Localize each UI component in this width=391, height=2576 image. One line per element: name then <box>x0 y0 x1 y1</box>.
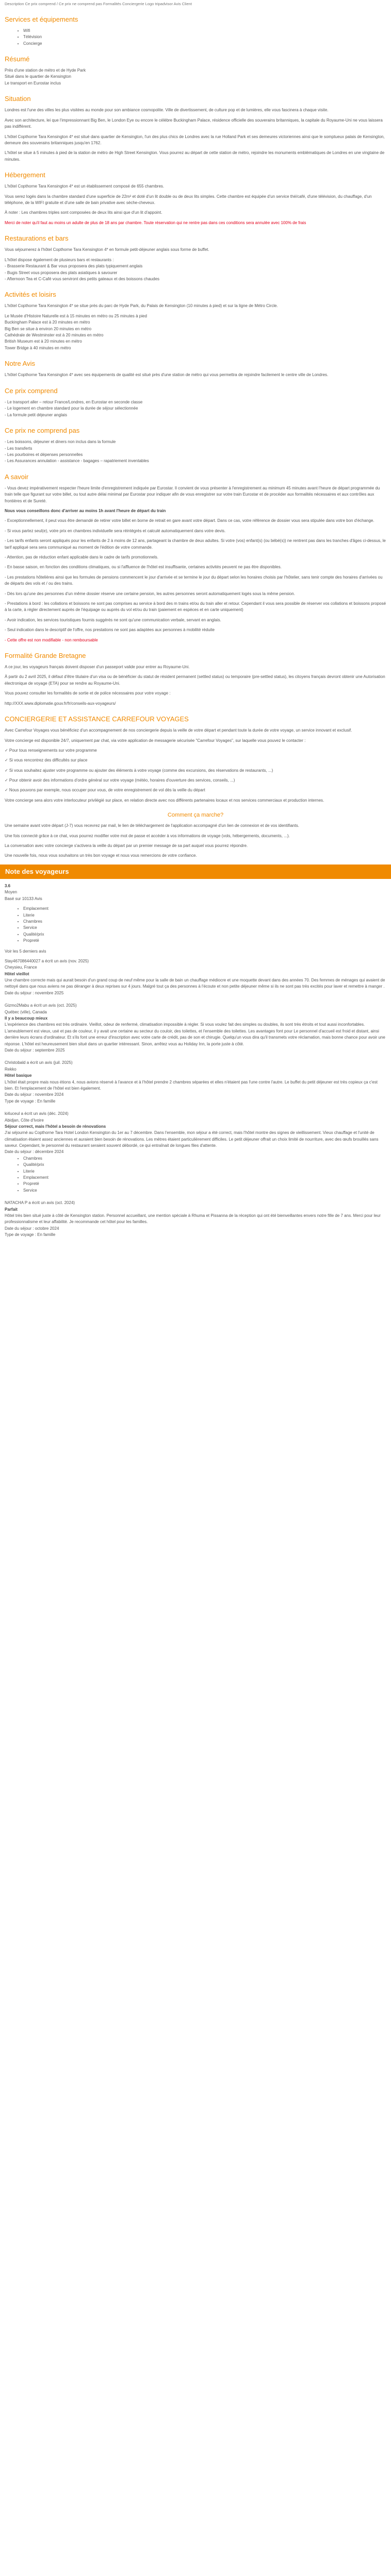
review-item <box>5 1060 386 1105</box>
situation-p1: Londres est l'une des villes les plus visitées au monde pour son ambiance cosmopolite. Ville de divertissement, de culture pop et de lumières, elle vous fascinera à chaque visite. <box>5 108 329 113</box>
restaurant-line: - Afternoon Tea et C-Café vous serviront des petits gateaux et des boissons chaudes <box>5 276 160 281</box>
rating-based: Basé sur 10133 Avis <box>5 896 42 901</box>
conciergerie-p3: ✓ Pour tous renseignements sur votre programme <box>5 748 97 753</box>
resume-title: Résumé <box>5 55 30 63</box>
savoir-p10: - Prestations à bord : les collations et boissons ne sont pas comprises au service à bord des m trains et/ou du train aller et retour. Cependant il vous sera possible de réserver vos collations et boissons proposé à la carte, à régler directement auprès de l'équipage ou auprès du vol et/ou du train (paiement en espèces et en carte uniquement) <box>5 601 386 613</box>
list-item: • Télévision <box>23 34 386 40</box>
review-location: Rekko <box>5 1066 17 1072</box>
review-date: Date du séjour : novembre 2024 <box>5 1092 64 1097</box>
resume-line: Près d'une station de métro et de Hyde Park <box>5 68 86 73</box>
savoir-p5: - Les tarifs enfants seront appliqués pour les enfants de 2 à moins de 12 ans, partageant la chambre de deux adultes. Si votre (vos) enfant(s) (ou bébé(s)) ne rentrent pas dans les tranches d'âges ci-dessus, le tarif appliqué sera sera communiqué au moment de l'édition de votre commande. <box>5 538 386 550</box>
activites-title: Activités et loisirs <box>5 291 56 299</box>
savoir-p7: - En basse saison, en fonction des conditions climatiques, ou si l'affluence de l'hôtel est insuffisante, certaines activités peuvent ne pas être disponibles. <box>5 565 282 570</box>
list-item: • Wifi <box>23 28 386 34</box>
criteria-item: • Service <box>23 925 386 931</box>
hebergement-p3: À noter : Les chambres triples sont composées de deux lits ainsi que d'un lit d'appoint. <box>5 210 162 215</box>
formalite-p3: Vous pouvez consulter les formalités de sortie et de police nécessaires pour votre voyage : <box>5 691 171 696</box>
criteria-item: • Emplacement <box>23 906 386 912</box>
review-title: Hôtel basique <box>5 1073 32 1078</box>
situation-title: Situation <box>5 95 31 103</box>
notes-bar: Note des voyageurs <box>0 865 391 879</box>
services-list <box>5 28 386 47</box>
intro-text: Description Ce prix comprend / Ce prix ne comprend pas Formalités Conciergerie Logo tripadvisor Avis Client <box>5 2 192 6</box>
review-date: Date du séjour : novembre 2025 <box>5 990 64 995</box>
savoir-p8: - Les prestations hôtelières ainsi que les formules de pensions commencent le jour d'arrivée et se termine le jour du départ selon les horaires choisis par l'hôtelier, sans tenir compte des horaires d'arrivées ou de départs des vols et / ou des trains. <box>5 574 383 586</box>
comment-title: Comment ça marche? <box>167 812 224 819</box>
review-author: ki4uceul a écrit un avis (déc. 2024) <box>5 1111 69 1116</box>
review-criteria-item: • Chambres <box>23 1156 386 1162</box>
conciergerie-p2: Votre concierge est disponible 24/7, uniquement par chat, via votre application de messagerie sécurisée "Carrefour Voyages", sur laquelle vous pouvez le contacter : <box>5 738 306 743</box>
review-location: Québec (ville), Canada <box>5 1009 47 1014</box>
review-date: Date du séjour : septembre 2025 <box>5 1048 65 1053</box>
restaurations-p2: L'hôtel dispose également de plusieurs bars et restaurants : <box>5 257 114 262</box>
review-location: Abidjan, Côte d'Ivoire <box>5 1117 44 1123</box>
situation-p3: L'hôtel Copthorne Tara Kensington 4* est situé dans quartier de Kensington, l'un des plus chics de Londres avec la rue Holland Park et ses demeures victoriennes ainsi que le somptueux palais de Kensington, demeure des souverains britanniques jusqu'en 1762. <box>5 134 385 145</box>
review-item <box>5 1200 386 1238</box>
activite-line: Le Musée d'Histoire Naturelle est à 15 minutes en métro ou 25 minutes à pied <box>5 313 147 318</box>
conciergerie-p5: ✓ Si vous souhaitez ajuster votre programme ou ajouter des éléments à votre voyage (comme des excursions, des réservations de restaurants, ...) <box>5 768 273 773</box>
review-item <box>5 1003 386 1054</box>
list-item: • Concierge <box>23 41 386 47</box>
review-text: L'expérience des chambres est très ordinaire. Vieillot, odeur de renfermé, climatisation impossible à régler. Si vous voulez fait des simples ou doubles, ils sont très étroits et tout aussi inconfortables. L'ameublement est vieux, usé et pas de couleur, il y avait une certaine au secteur du couloir, des toilettes, et l'ensemble des toilettes. Les avantages font pour Le personnel d'accueil est froid et distant, ainsi derrière leurs écrans d'ordinateur. Et s'ils font une erreur d'inscription avec votre carte de crédit, pas de son et chirugie. Quelqu'un vous dira qu'il transmets votre réclamation, mais bonne chance pour avoir une réponse. L'hôtel est heureusement bien situé dans un quartier intéressant. Sinon, arrêtez vous au Holiday Inn, la porte juste à côté. <box>5 1022 385 1046</box>
criteria-list <box>5 906 386 944</box>
savoir-p1: - Vous devez impérativement respecter l'heure limite d'enregistrement indiquée par Eurostar. Il convient de vous présenter à l'enregistrement au minimum 45 minutes avant l'heure de départ programmée du train telle que figurant sur votre billet, ou tout autre délai minimal par Eurostar pour indiquer afin de vous enregistrer sur votre train Eurostar et de procéder aux formalités nécessaires et aux contrôles aux frontières et de Sureté. <box>5 485 380 503</box>
comment-p4: Une nouvelle fois, nous vous souhaitons un très bon voyage et nous vous remercions de votre confiance. <box>5 853 197 858</box>
savoir-p3: - Exceptionnellement, il peut vous être demandé de retirer votre billet en borne de retrait en gare avant votre départ. Dans ce cas, votre référence de dossier vous sera stipulée dans votre bon d'échange. <box>5 518 374 523</box>
savoir-p13: - Cette offre est non modifiable - non remboursable <box>5 637 98 642</box>
review-criteria-list <box>5 1156 386 1194</box>
savoir-p12: - Seul indication dans le descriptif de l'offre, nos prestations ne sont pas adaptées aux personnes à mobilité réduite <box>5 628 215 633</box>
situation-p4: L'hôtel se situe à 5 minutes à pied de la station de métro de High Street Kensington. Vous pourrez au départ de cette station de métro, rejoindre les monuments emblématiques de Londres en une vingtaine de minutes. <box>5 150 385 162</box>
review-author: NATACHA P a écrit un avis (oct. 2024) <box>5 1200 75 1206</box>
formalite-p2: À partir du 2 avril 2025, il défaut d'être titulaire d'un visa ou de bénéficier du statut de résident permanent (settled status) ou temporaire (pre-settled status), les citoyens français devront obtenir une Autorisation électronique de voyage (ETA) pour se rendre au Royaume-Uni. <box>5 674 385 686</box>
conciergerie-p1: Avec Carrefour Voyages vous bénéficiez d'un accompagnement de nos conciergerie depuis la veille de votre départ et pendant toute la durée de votre voyage, un service innovant et exclusif. <box>5 728 352 733</box>
avis-title: Notre Avis <box>5 360 36 368</box>
ne-comprend-line: - Les boissons, déjeuner et diners non inclus dans la formule <box>5 439 116 445</box>
comment-p2: Une fois connecté grâce à ce chat, vous pourrez modifier votre mot de passe et accéder à vos informations de voyage (vols, hébergements, documents, ...). <box>5 833 290 838</box>
ne-comprend-line: - Les pourboires et dépenses personnelles <box>5 452 83 457</box>
services-title: Services et équipements <box>5 15 78 23</box>
activite-line: Buckingham Palace est à 20 minutes en métro <box>5 320 90 325</box>
resume-line: Situé dans le quartier de Kensington <box>5 74 71 79</box>
criteria-item: • Propreté <box>23 938 386 944</box>
savoir-p6: - Attention, pas de réduction enfant applicable dans le cadre de tarifs promotionnels. <box>5 555 158 560</box>
criteria-item: • Chambres <box>23 919 386 925</box>
conciergerie-p7: ✓ Nous pouvons par exemple, nous occuper pour vous, de votre enregistrement de vol dès la veille du départ <box>5 788 205 793</box>
review-type: Type de voyage : En famille <box>5 1232 56 1238</box>
comprend-lines <box>5 399 386 418</box>
conciergerie-title: CONCIERGERIE ET ASSISTANCE CARREFOUR VOYAGES <box>5 715 189 723</box>
formalite-p1: A ce jour, les voyageurs français doivent disposer d'un passeport valide pour entrer au Royaume-Uni. <box>5 665 190 670</box>
page <box>0 1 391 1239</box>
review-text: L'hôtel était propre mais nous étions 4, nous avions réservé à l'avance et à l'hôtel prendre 2 chambres séparées et elles n'étaient pas l'une contre l'autre. Le buffet du petit déjeuner est très copieux ça c'est bien. Et l'emplacement de l'hôtel est bien également. <box>5 1079 378 1091</box>
avis-p1: L'hôtel Copthorne Tara Kensington 4* avec ses équipements de qualité est situé près d'une station de métro qui vous permettra de rejoindre facilement le centre ville de Londres. <box>5 372 329 378</box>
savoir-p11: - Avoir indication, les services touristiques fournis suggérés ne sont qu'une communication verbale, servant en anglais. <box>5 617 221 622</box>
review-criteria-item: • Emplacement <box>23 1175 386 1181</box>
review-item <box>5 1111 386 1194</box>
hebergement-p2: Vous serez logés dans la chambre standard d'une superficie de 22m² et doté d'un lit double ou de deux lits simples. Cette chambre est équipée d'un service thé/café, d'une télévision, du chauffage, d'un téléphone, de la WIFI gratuite et d'une salle de bain privative avec sèche-cheveux. <box>5 194 372 206</box>
savoir-p2: Nous vous conseillons donc d'arriver au moins 1h avant l'heure de départ du train <box>5 509 166 514</box>
review-title: Il y a beaucoup mieux <box>5 1016 48 1021</box>
last-reviews-link[interactable]: Voir les 5 derniers avis <box>5 948 46 954</box>
activite-line: Big Ben se situe à environ 20 minutes en métro <box>5 326 92 331</box>
criteria-item: • Literie <box>23 912 386 919</box>
savoir-p9: - Dès lors qu'une des personnes d'un même dossier réserve une certaine pension, les autres personnes seront automatiquement logés sous la même pension. <box>5 591 295 596</box>
comment-p1: Une semaine avant votre départ (J-7) vous recevrez par mail, le lien de téléchargement de l'application accompagné d'un lien de connexion et de vos identifiants. <box>5 823 299 828</box>
comment-p3: La conversation avec votre concierge s'activera la veille du départ par un premier message de sa part auquel vous pourrez répondre. <box>5 843 248 849</box>
criteria-item: • Qualité/prix <box>23 931 386 938</box>
restaurations-p1: Vous séjournerez à l'hôtel Copthorne Tara Kensington 4* en formule petit-déjeuner anglais sous forme de buffet. <box>5 247 209 252</box>
savoir-title: A savoir <box>5 472 29 481</box>
formalite-link[interactable]: http://XXX.www.diplomatie.gouv.fr/fr/conseils-aux-voyageurs/ <box>5 701 116 706</box>
formalite-title: Formalité Grande Bretagne <box>5 651 86 659</box>
ne-comprend-lines <box>5 439 386 465</box>
hebergement-p1: L'hôtel Copthorne Tara Kensington 4* est un établissement composé de 655 chambres. <box>5 184 165 189</box>
conciergerie-p4: ✓ Si vous rencontrez des difficultés sur place <box>5 758 88 763</box>
review-date: Date du séjour : octobre 2024 <box>5 1226 59 1231</box>
ne-comprend-line: - Les Assurances annulation - assistance - bagages – rapatriement inventables <box>5 459 149 464</box>
savoir-p4: - Si vous partez seul(e), votre prix en chambres individuelle sera réintégrés et calculé automatiquement dans votre devis. <box>5 528 226 533</box>
restaurations-title: Restaurations et bars <box>5 234 69 243</box>
comment-section <box>5 811 386 820</box>
resume-line: Le transport en Eurostar inclus <box>5 80 61 86</box>
ne-comprend-line: - Les transferts <box>5 446 32 451</box>
review-text: Hôtel très bien situé juste à côté de Kensington station. Personnel accueillant, une mention spéciale à Rhuma et Pissanna de la réception qui ont été bienveillantes envers notre fille de 7 ans. Merci pour leur professionnalisme et leur affabilité. Je recommande cet hôtel pour les familles. <box>5 1213 381 1225</box>
conciergerie-p8: Votre concierge sera alors votre interlocuteur privilégié sur place, en relation directe avec nos différents partenaires locaux et nos services commerciaux et production internes. <box>5 798 324 803</box>
review-title: Séjour correct, mais l'hôtel a besoin de rénovations <box>5 1124 106 1129</box>
review-criteria-item: • Service <box>23 1188 386 1194</box>
review-text: J'ai séjourné au Copthorne Tara Hotel London Kensington du 1er au 7 décembre. Dans l'ensemble, mon séjour a été correct, mais l'hôtel montre des signes de vieillissement. Vieux chauffage et l'unité de climatisation étaient assez anciennes et auraient bien besoin de rénovations. Les mètres étaient particulièrement difficiles. Le petit déjeuner offrait un choix limité de nourriture, avec des œufs brouillés sans saveur. Cependant, le personnel du restaurant seraient souvent débordé, ce qui entraînait de longues files d'attente. <box>5 1130 379 1148</box>
review-criteria-item: • Qualité/prix <box>23 1162 386 1168</box>
conciergerie-p6: ✓ Pour obtenir avoir des informations d'ordre général sur votre voyage (météo, horaires d'ouverture des services, conseils, ...) <box>5 778 235 783</box>
situation-p2: Avec son architecture, lei que l'impressionnant Big Ben, le London Eye ou encore le célèbre Buckingham Palace, résidence officielle des souverains britanniques, la capitale du Royaume-Uni ne vous laissera pas indifférent. <box>5 117 383 129</box>
review-item <box>5 958 386 996</box>
activite-line: Tower Bridge à 40 minutes en métro <box>5 345 71 350</box>
activite-line: Cathédrale de Westminster est à 20 minutes en métro <box>5 333 104 338</box>
review-author: Stay467086440027 a écrit un avis (nov. 2025) <box>5 958 89 963</box>
review-location: Cheysieu, France <box>5 965 37 970</box>
restaurant-line: - Brasserie Restaurant & Bar vous proposera des plats typiquement anglais <box>5 264 143 269</box>
hebergement-warning: Merci de noter qu'il faut au moins un adulte de plus de 18 ans par chambre. Toute réservation qui ne rentre pas dans ces conditions sera annulée avec 100% de frais <box>5 220 306 225</box>
comprend-line: - Le transport aller – retour France/Londres, en Eurostar en seconde classe <box>5 399 143 404</box>
ne-comprend-title: Ce prix ne comprend pas <box>5 427 80 435</box>
review-text: Une chambre correcte mais qui aurait besoin d'un grand coup de neuf même pour la salle de bain un chauffage médiocre et une moquette devant dans des années 70. Des femmes de ménages qui avaient de nettoyé dans que nous aviens ne pas déranger à deux reprises sur 4 jours. Malgré tout ça des personnes à l'écoute et non petite déjeuner même si ils ne sont pas très excités pour laver et remettre à manger . <box>5 978 385 989</box>
restaurant-line: - Bugis Street vous proposera des plats asiatiques à savourer <box>5 270 118 275</box>
review-title: Hôtel vieillot <box>5 971 29 976</box>
rating-score: 3.6 <box>5 884 11 889</box>
review-criteria-item: • Propreté <box>23 1181 386 1187</box>
restaurations-lines <box>5 257 386 283</box>
hebergement-title: Hébergement <box>5 171 45 179</box>
activites-p1: L'hôtel Copthorne Tara Kensington 4* se situe près du parc de Hyde Park, du Palais de Kensington (10 minutes à pied) et sur la ligne de Métro Circle. <box>5 303 278 309</box>
resume-lines <box>5 67 386 87</box>
review-criteria-item: • Literie <box>23 1168 386 1175</box>
comprend-line: - Le logement en chambre standard pour la durée de séjour sélectionnée <box>5 406 138 411</box>
rating-label: Moyen <box>5 890 18 895</box>
activite-line: British Museum est à 20 minutes en métro <box>5 339 82 344</box>
review-author: Gizmo2Mabu a écrit un avis (oct. 2025) <box>5 1003 77 1008</box>
review-title: Parfait <box>5 1207 18 1212</box>
review-date: Date du séjour : décembre 2024 <box>5 1149 64 1155</box>
comprend-line: - La formule petit déjeuner anglais <box>5 412 67 417</box>
review-author: Christobald a écrit un avis (juil. 2025) <box>5 1060 73 1065</box>
review-type: Type de voyage : En famille <box>5 1098 56 1104</box>
activites-lines <box>5 313 386 351</box>
comprend-title: Ce prix comprend <box>5 386 58 395</box>
